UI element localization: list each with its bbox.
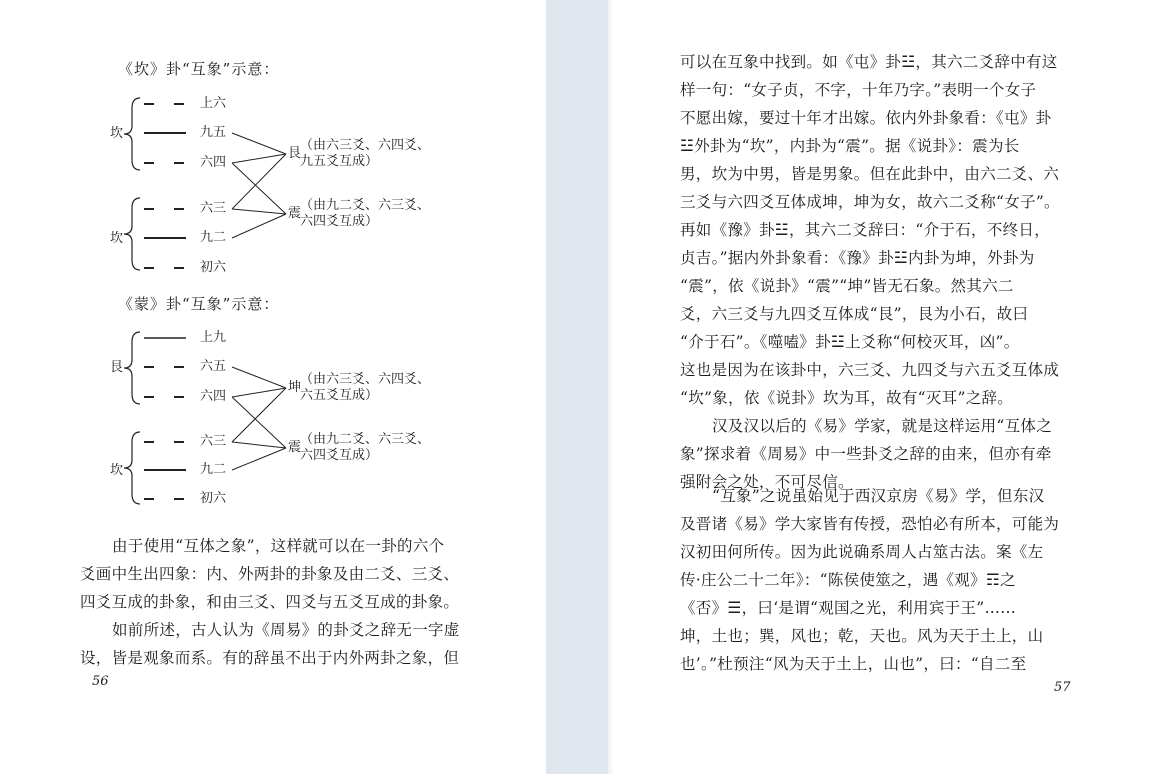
left-page [0,0,546,774]
text-line: 爻画中生出四象：内、外两卦的卦象及由二爻、三爻、 [80,565,460,583]
line-label: 九二 [200,230,227,245]
text-line: ☳外卦为“坎”，内卦为“震”。据《说卦》：震为长 [680,137,1020,155]
line-label: 六三 [200,201,227,216]
text-line: 传·庄公二十二年》：“陈侯使筮之，遇《观》☶之 [680,571,1016,589]
meng-hexagram-diagram [100,324,460,514]
hu-upper-note: 六五爻互成） [300,388,379,403]
text-line: 贞吉。”据内外卦象看：《豫》卦☳内卦为坤，外卦为 [680,249,1035,267]
text-line: 及晋诸《易》学大家皆有传授，恐怕必有所本，可能为 [680,515,1060,533]
right-paragraph-3 [680,482,1059,678]
text-line: 三爻与六四爻互体成坤，坤为女，故六二爻称“女子”。 [680,193,1060,211]
hu-lower-note: 六四爻互成） [300,448,379,463]
kan-hexagram-diagram [100,90,460,280]
hu-lower-note: （由九二爻、六三爻、 [300,432,431,447]
line-label: 六三 [200,434,227,449]
hu-lower-note: 六四爻互成） [300,214,379,229]
gutter-shadow [608,0,614,774]
text-line: 汉初田何所传。因为此说确系周人占筮古法。案《左 [680,543,1044,561]
text-line: “介于石”。《噬嗑》卦☳上爻称“何校灭耳，凶”。 [680,333,1020,351]
line-label: 上六 [200,96,227,111]
line-label: 九二 [200,462,227,477]
text-line: “震”，依《说卦》“震”“坤”皆无石象。然其六二 [680,277,1014,295]
page-number: 56 [92,674,109,689]
text-line: 也’。”杜预注“风为天于土上，山也”，曰：“自二至 [680,655,1027,673]
line-label: 初六 [200,491,227,506]
page-number: 57 [1054,680,1071,695]
line-label: 九五 [200,125,227,140]
text-line: 由于使用“互体之象”，这样就可以在一卦的六个 [112,537,445,555]
text-line: 如前所述，古人认为《周易》的卦爻之辞无一字虚 [112,621,460,639]
line-label: 六四 [200,389,227,404]
hu-upper-note: （由六三爻、六四爻、 [300,138,431,153]
text-line: 强附会之处，不可尽信。 [680,473,854,491]
left-paragraph-1 [80,532,459,616]
right-paragraph-1 [680,48,1060,412]
hu-lower-label: 震 [288,206,302,221]
text-line: 四爻互成的卦象，和由三爻、四爻与五爻互成的卦象。 [80,593,460,611]
text-line: 《否》☰，曰‘是谓“观国之光，利用宾于王”…… [680,599,1017,617]
left-paragraph-2 [80,616,460,672]
hu-upper-note: （由六三爻、六四爻、 [300,372,431,387]
lower-trigram-label: 坎 [110,463,124,478]
line-label: 上九 [200,330,227,345]
text-line: 样一句：“女子贞，不字，十年乃字。”表明一个女子 [680,81,1037,99]
upper-brace [124,98,140,170]
text-line: 爻，六三爻与九四爻互体成“艮”，艮为小石，故曰 [680,305,1029,323]
hu-upper-label: 坤 [288,380,302,395]
text-line: “互象”之说虽始见于西汉京房《易》学，但东汉 [712,487,1045,505]
text-line: 男，坎为中男，皆是男象。但在此卦中，由六二爻、六 [680,165,1060,183]
meng-diagram-lines [100,324,460,514]
hu-upper-label: 艮 [288,146,302,161]
upper-trigram-label: 艮 [110,360,124,375]
text-line: 坤，土也；巽，风也；乾，天也。风为天于土上，山 [680,627,1044,645]
text-line: “坎”象，依《说卦》坎为耳，故有“灭耳”之辞。 [680,389,1014,407]
text-line: 不愿出嫁，要过十年才出嫁。依内外卦象看：《屯》卦 [680,109,1052,127]
line-label: 六五 [200,359,227,374]
text-line: 再如《豫》卦☳，其六二爻辞曰：“介于石，不终日， [680,221,1051,239]
text-line: 这也是因为在该卦中，六三爻、九四爻与六五爻互体成 [680,361,1060,379]
meng-caption: 《蒙》卦“互象”示意： [118,295,280,313]
kan-diagram-lines [100,90,460,280]
line-label: 初六 [200,260,227,275]
hu-lower-note: （由九二爻、六三爻、 [300,198,431,213]
text-line: 汉及汉以后的《易》学家，就是这样运用“互体之 [712,417,1053,435]
upper-trigram-label: 坎 [110,126,124,141]
text-line: 可以在互象中找到。如《屯》卦☳，其六二爻辞中有这 [680,53,1058,71]
line-label: 六四 [200,155,227,170]
lower-brace [124,198,140,270]
text-line: 设，皆是观象而系。有的辞虽不出于内外两卦之象，但 [80,649,460,667]
lower-trigram-label: 坎 [110,231,124,246]
hu-upper-note: 九五爻互成） [300,154,379,169]
text-line: 象”探求着《周易》中一些卦爻之辞的由来，但亦有牵 [680,445,1052,463]
right-page [608,0,1154,774]
kan-caption: 《坎》卦“互象”示意： [118,60,280,78]
hu-lower-label: 震 [288,440,302,455]
